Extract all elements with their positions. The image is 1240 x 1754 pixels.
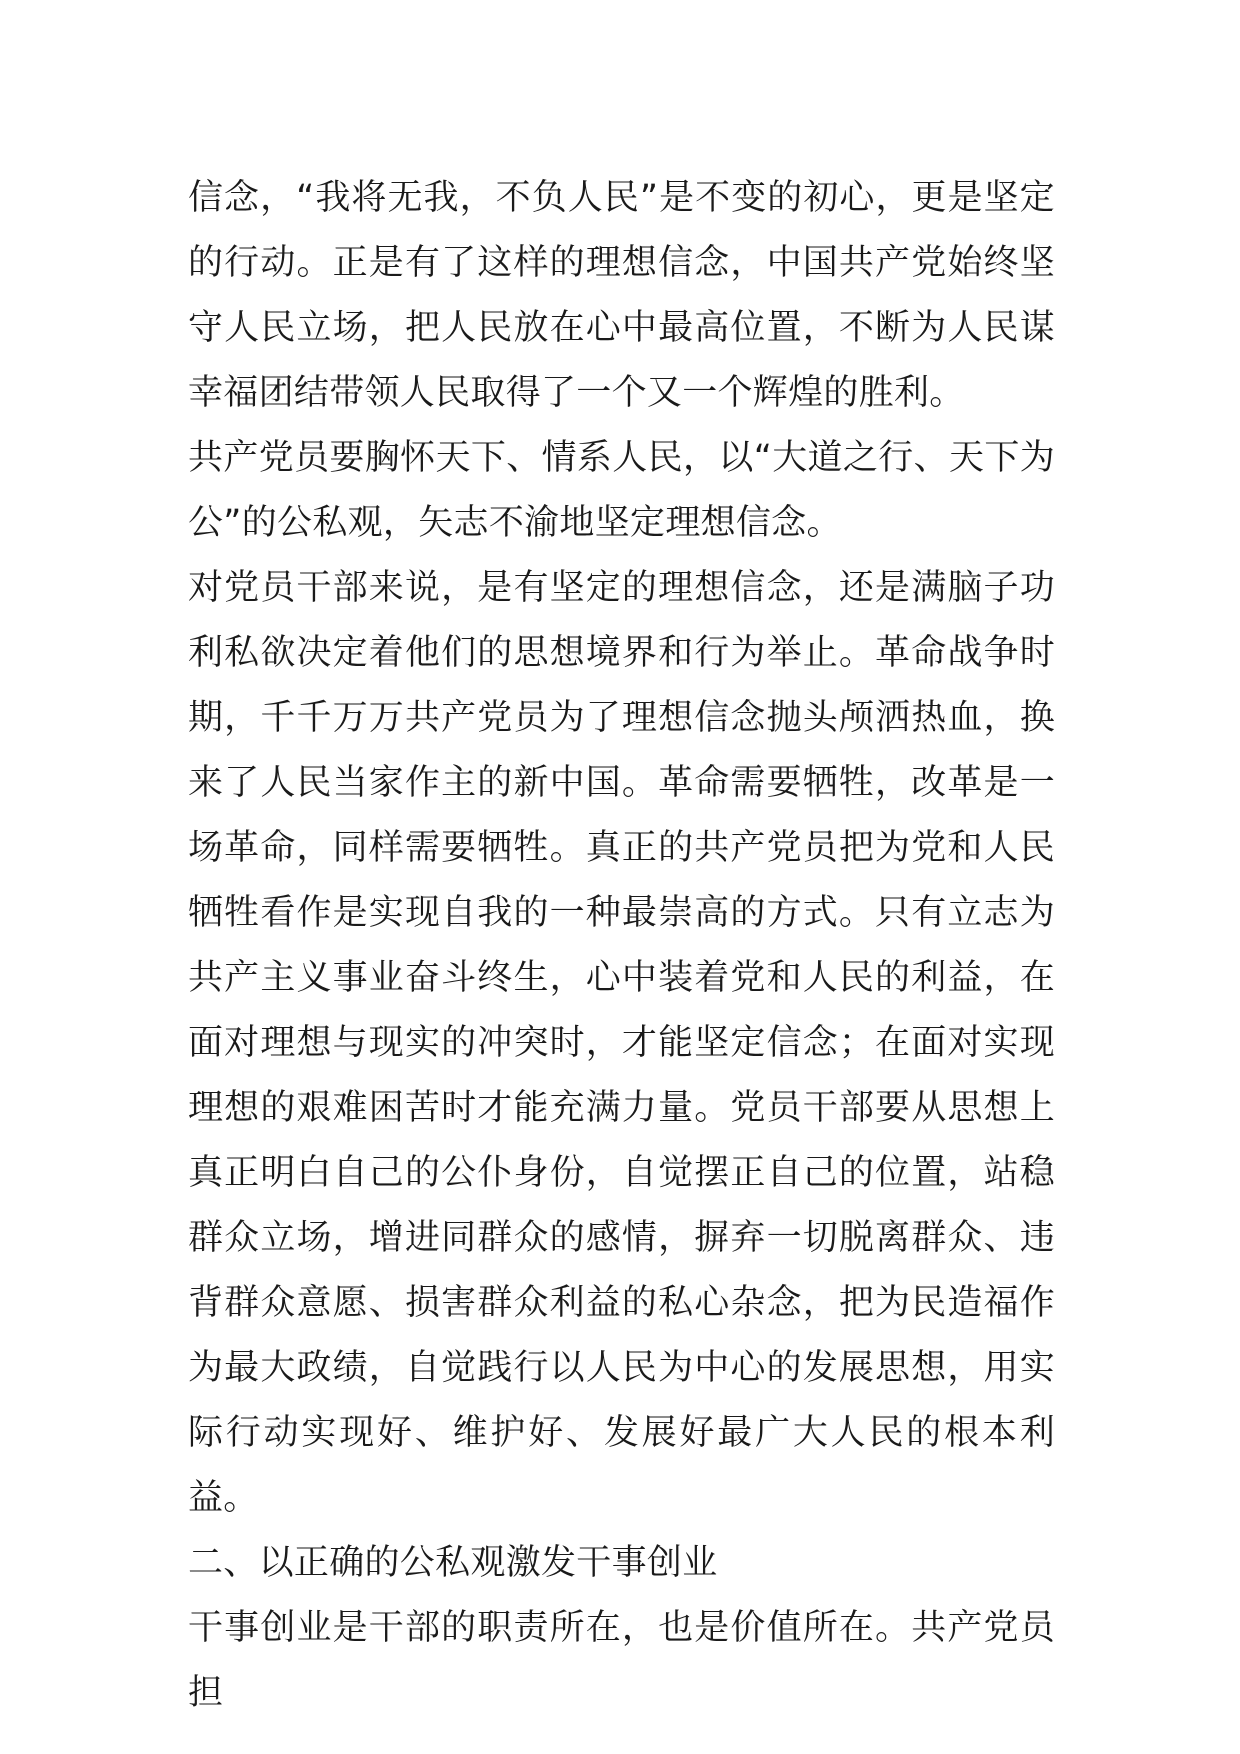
document-body [188,166,1055,1726]
paragraph-ideal-belief: 信念，“我将无我，不负人民”是不变的初心，更是坚定的行动。正是有了这样的理想信念，中国共产党始终坚守人民立场，把人民放在心中最高位置，不断为人民谋幸福团结带领人民取得了一个又一个辉煌的胜利。 [188,178,1055,413]
section-heading: 二、以正确的公私观激发干事创业 [188,1543,718,1583]
paragraph-cadres-belief: 对党员干部来说，是有坚定的理想信念，还是满脑子功利私欲决定着他们的思想境界和行为举止。革命战争时期，千千万万共产党员为了理想信念抛头颅洒热血，换来了人民当家作主的新中国。革命需要牺牲，改革是一场革命，同样需要牺牲。真正的共产党员把为党和人民牺牲看作是实现自我的一种最崇高的方式。只有立志为共产主义事业奋斗终生，心中装着党和人民的利益，在面对理想与现实的冲突时，才能坚定信念；在面对实现理想的艰难困苦时才能充满力量。党员干部要从思想上真正明白自己的公仆身份，自觉摆正自己的位置，站稳群众立场，增进同群众的感情，摒弃一切脱离群众、违背群众意愿、损害群众利益的私心杂念，把为民造福作为最大政绩，自觉践行以人民为中心的发展思想，用实际行动实现好、维护好、发展好最广大人民的根本利益。 [188,568,1055,1518]
paragraph-party-members-care: 共产党员要胸怀天下、情系人民，以“大道之行、天下为公”的公私观，矢志不渝地坚定理想信念。 [188,438,1055,543]
paragraph-career-duty: 干事创业是干部的职责所在，也是价值所在。共产党员担 [188,1608,1055,1713]
